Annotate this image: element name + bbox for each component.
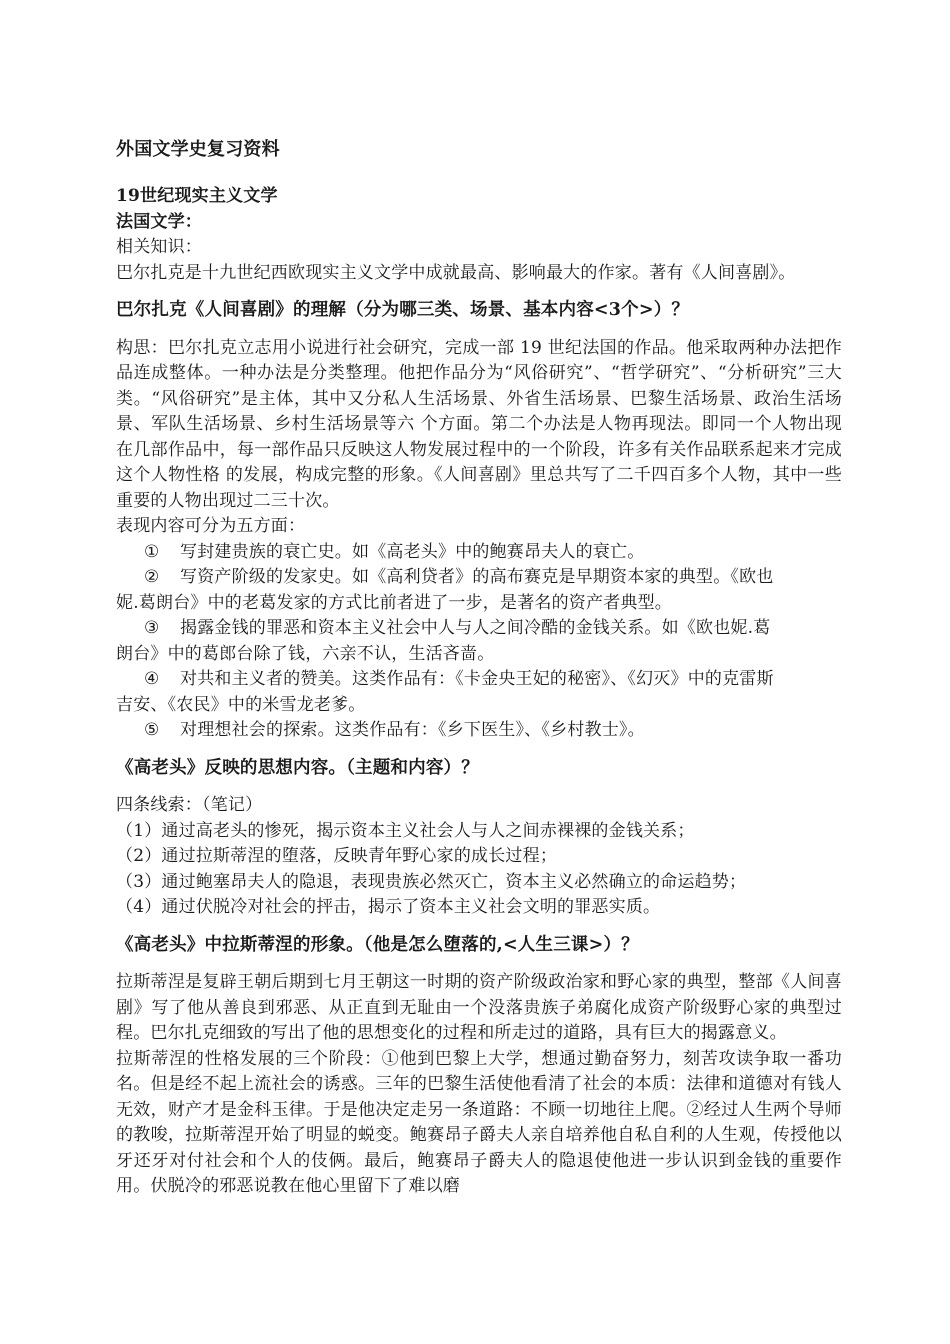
clue-item: （2）通过拉斯蒂涅的堕落，反映青年野心家的成长过程； [116, 846, 558, 866]
list-item [116, 616, 842, 642]
section-heading: 19世纪现实主义文学 [116, 186, 278, 206]
question-3-answer-1: 拉斯蒂涅是复辟王朝后期到七月王朝这一时期的资产阶级政治家和野心家的典型，整部《人间喜剧》写了他从善良到邪恶、从正直到无耻由一个没落贵族子弟腐化成资产阶级野心家的典型过程。巴尔扎克细致的写出了他的思想变化的过程和所走过的道路，具有巨大的揭露意义。 [116, 972, 842, 1043]
knowledge-text: 巴尔扎克是十九世纪西欧现实主义文学中成就最高、影响最大的作家。著有《人间喜剧》。 [116, 262, 796, 283]
list-item [116, 540, 842, 566]
item-text: 对理想社会的探索。这类作品有：《乡下医生》、《乡村教士》。 [180, 720, 645, 740]
item-number: ③ [144, 618, 160, 638]
item-number: ⑤ [144, 720, 160, 740]
item-text-continued: 妮.葛朗台》中的老葛发家的方式比前者进了一步，是著名的资产者典型。 [116, 592, 673, 613]
document-content [116, 138, 842, 1200]
list-item [116, 565, 842, 591]
question-1-heading: 巴尔扎克《人间喜剧》的理解（分为哪三类、场景、基本内容<3个>）？ [116, 300, 690, 320]
item-number: ① [144, 541, 160, 562]
question-1-answer: 构思：巴尔扎克立志用小说进行社会研究，完成一部 19 世纪法国的作品。他采取两种办法把作品连成整体。一种办法是分类整理。他把作品分为“风俗研究”、“哲学研究”、“分析研究”三大类。“风俗研究”是主体，其中又分私人生活场景、外省生活场景、巴黎生活场景、政治生活场景、军队生活场景、乡村生活场景等六 个方面。第二个办法是人物再现法。即同一个人物出现在几部作品中，每一部作品只反映这人物发展过程中的一个阶段，许多有关作品联系起来才完成这个人物性格 的发展，构成完整的形象。《人间喜剧》里总共写了二千四百多个人物，其中一些重要的人物出现过二三十次。 [116, 337, 842, 511]
question-3-answer-2: 拉斯蒂涅的性格发展的三个阶段：①他到巴黎上大学，想通过勤奋努力，刻苦攻读争取一番功名。但是经不起上流社会的诱惑。三年的巴黎生活使他看清了社会的本质：法律和道德对有钱人无效，财产才是金科玉律。于是他决定走另一条道路：不顾一切地往上爬。②经过人生两个导师的教唆，拉斯蒂涅开始了明显的蜕变。鲍赛昂子爵夫人亲自培养他自私自利的人生观，传授他以牙还牙对付社会和个人的伎俩。最后，鲍赛昂子爵夫人的隐退使他进一步认识到金钱的重要作用。伏脱冷的邪恶说教在他心里留下了难以磨 [116, 1048, 842, 1196]
clue-item: （4）通过伏脱冷对社会的抨击，揭示了资本主义社会文明的罪恶实质。 [116, 897, 661, 917]
content-intro: 表现内容可分为五方面： [116, 516, 306, 536]
subsection-heading: 法国文学： [116, 211, 202, 232]
item-text: 写封建贵族的衰亡史。如《高老头》中的鲍赛昂夫人的衰亡。 [180, 541, 645, 562]
question-2-heading: 《高老头》反映的思想内容。（主题和内容）？ [116, 757, 479, 778]
item-number: ④ [144, 669, 160, 689]
clue-item: （1）通过高老头的惨死，揭示资本主义社会人与人之间赤裸裸的金钱关系； [116, 820, 695, 841]
list-item [116, 718, 842, 744]
content-list [116, 540, 842, 744]
clue-item: （3）通过鲍塞昂夫人的隐退，表现贵族必然灭亡，资本主义必然确立的命运趋势； [116, 871, 747, 892]
item-text: 写资产阶级的发家史。如《高利贷者》的高布赛克是早期资本家的典型。《欧也 [180, 567, 774, 587]
clues-label: 四条线索：（笔记） [116, 795, 263, 815]
item-number: ② [144, 567, 160, 587]
item-text: 对共和主义者的赞美。这类作品有：《卡金央王妃的秘密》、《幻灭》中的克雷斯 [180, 669, 774, 689]
list-item [116, 667, 842, 693]
item-text-continued: 吉安、《农民》中的米雪龙老爹。 [116, 694, 366, 715]
document-title: 外国文学史复习资料 [116, 139, 280, 160]
item-text-continued: 朗台》中的葛郎台除了钱，六亲不认，生活吝啬。 [116, 643, 495, 664]
question-3-heading: 《高老头》中拉斯蒂涅的形象。（他是怎么堕落的,<人生三课>）？ [116, 934, 639, 955]
knowledge-label: 相关知识： [116, 237, 202, 257]
item-text: 揭露金钱的罪恶和资本主义社会中人与人之间冷酷的金钱关系。如《欧也妮.葛 [180, 618, 771, 638]
